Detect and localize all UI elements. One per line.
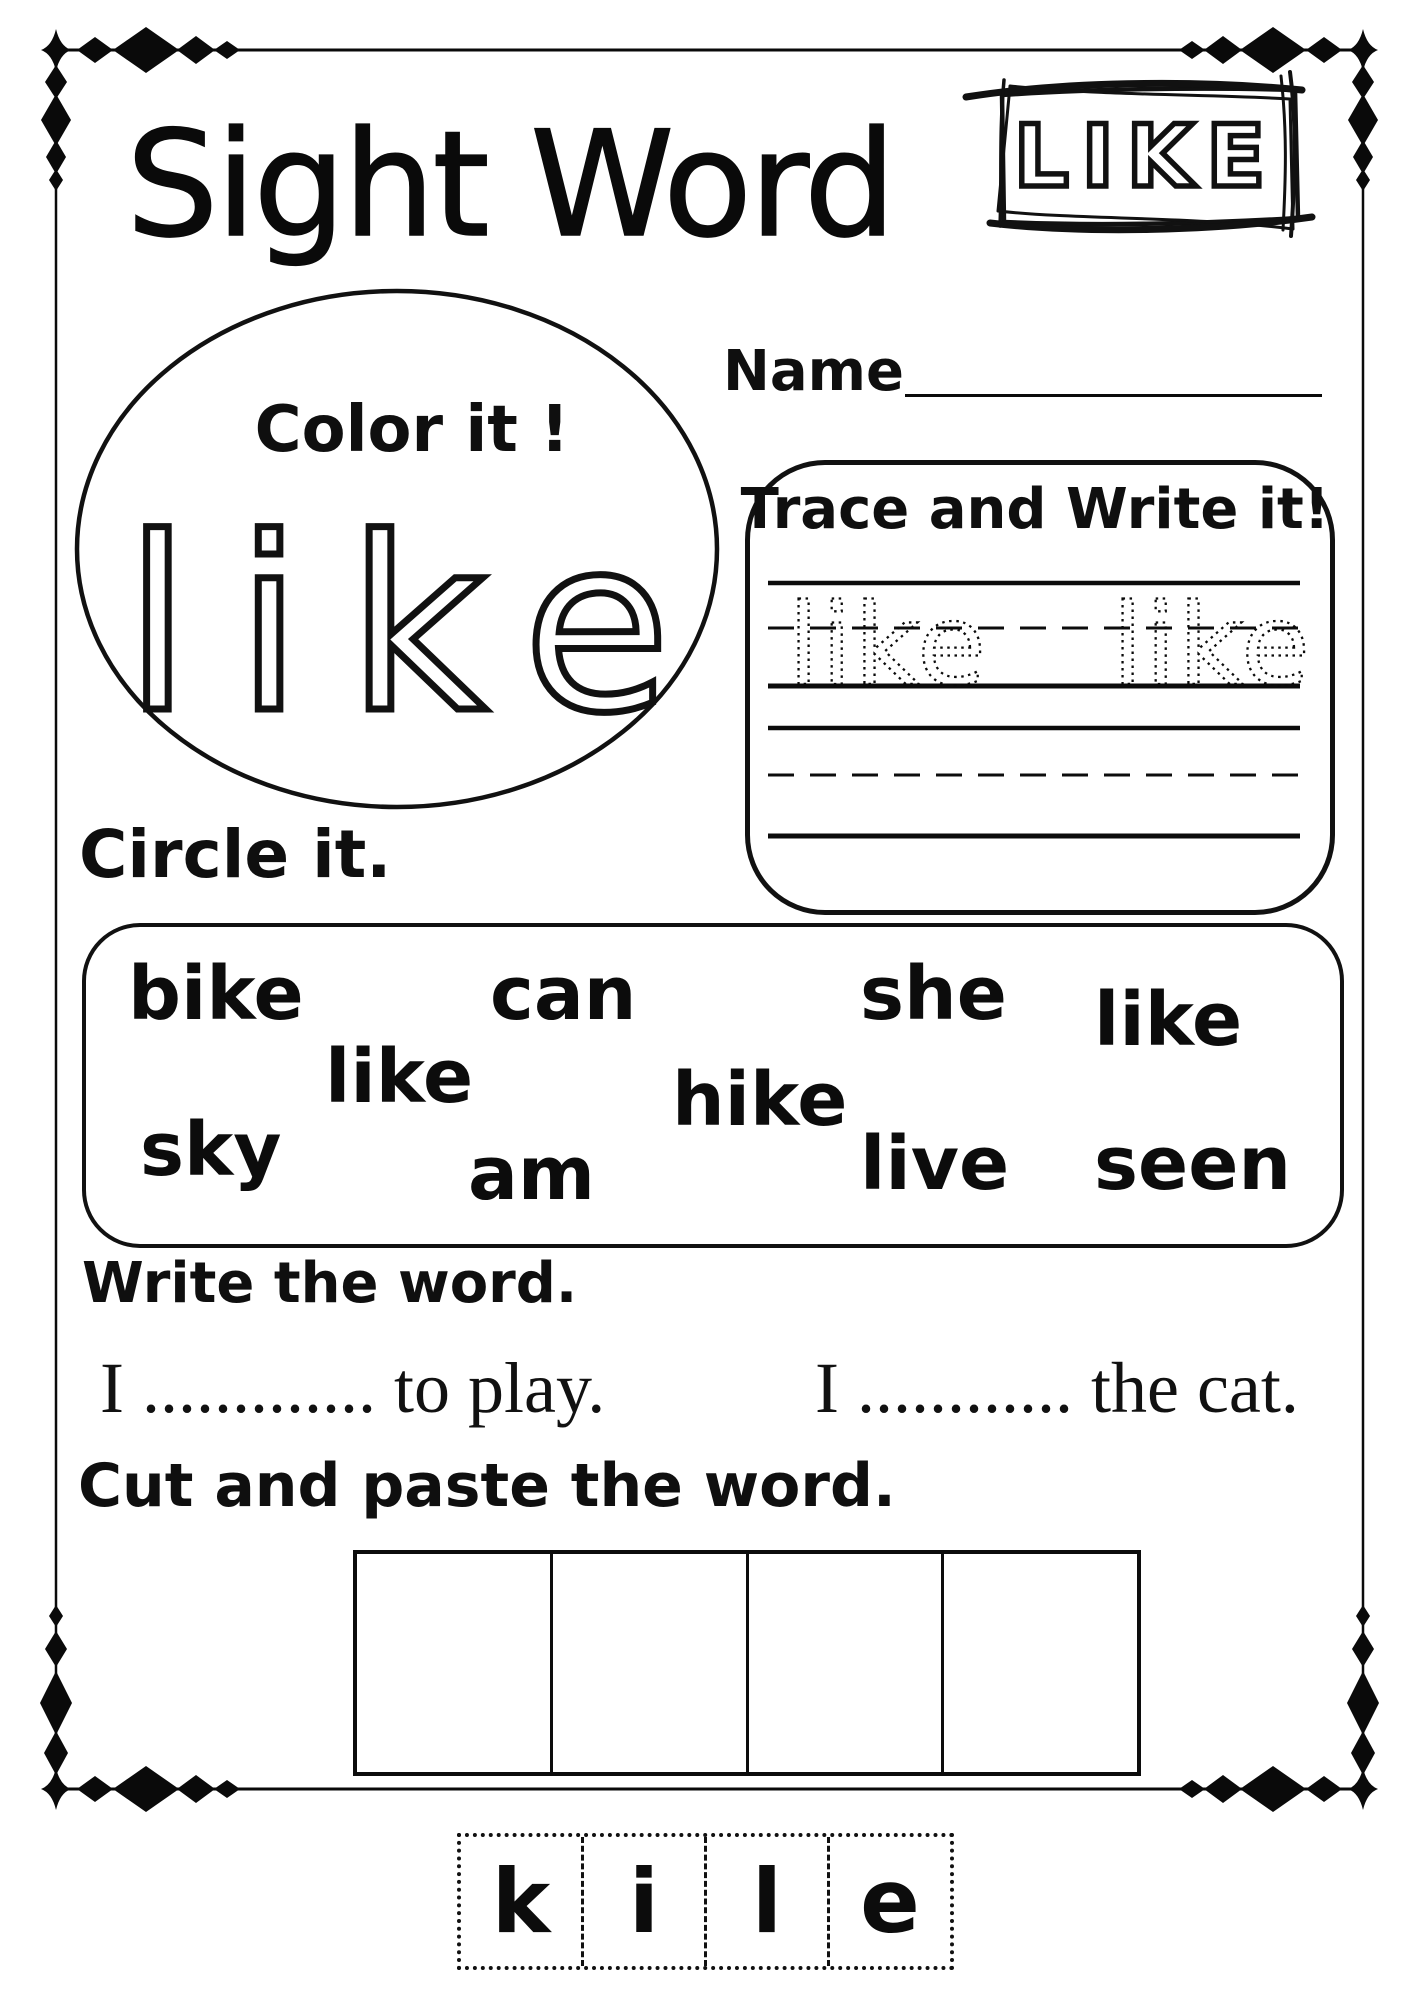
circle-word-live: live <box>860 1121 1010 1207</box>
paste-cell-3 <box>746 1554 942 1772</box>
fill-in-sentence-1: I ............. to play. <box>100 1348 606 1428</box>
color-it-bubble-word: like <box>124 486 716 766</box>
circle-word-hike: hike <box>672 1057 848 1143</box>
write-the-word-heading: Write the word. <box>82 1251 578 1316</box>
circle-word-sky: sky <box>140 1107 282 1193</box>
trace-heading: Trace and Write it! <box>740 477 1330 542</box>
fill-in-sentence-2: I ............ the cat. <box>815 1348 1299 1428</box>
trace-word-2: like <box>1112 581 1313 711</box>
letter-tile-l: l <box>704 1837 827 1966</box>
cutout-letter-tiles <box>457 1833 954 1970</box>
cut-and-paste-heading: Cut and paste the word. <box>78 1451 896 1521</box>
diamond-ornaments <box>40 27 1379 1812</box>
circle-word-can: can <box>490 951 637 1037</box>
circle-it-heading: Circle it. <box>79 816 392 893</box>
letter-tile-e: e <box>827 1837 950 1966</box>
name-writing-line <box>905 394 1322 397</box>
letter-tile-k: k <box>491 1849 551 1953</box>
circle-word-she: she <box>860 951 1007 1037</box>
letter-tile-i: i <box>581 1837 704 1966</box>
circle-word-bike: bike <box>128 951 304 1037</box>
name-label: Name <box>723 339 904 404</box>
circle-word-seen: seen <box>1094 1121 1292 1207</box>
paste-target-boxes <box>353 1550 1141 1776</box>
circle-word-like-1: like <box>1094 977 1243 1063</box>
sight-word-badge: LIKE <box>1013 107 1279 207</box>
circle-word-like-2: like <box>325 1034 474 1120</box>
paste-cell-1 <box>357 1554 550 1772</box>
circle-word-am: am <box>468 1131 596 1217</box>
color-it-heading: Color it ! <box>254 393 570 467</box>
trace-word-1: like <box>788 581 989 711</box>
page-title: Sight Word <box>126 100 894 270</box>
paste-cell-2 <box>550 1554 746 1772</box>
paste-cell-4 <box>941 1554 1137 1772</box>
